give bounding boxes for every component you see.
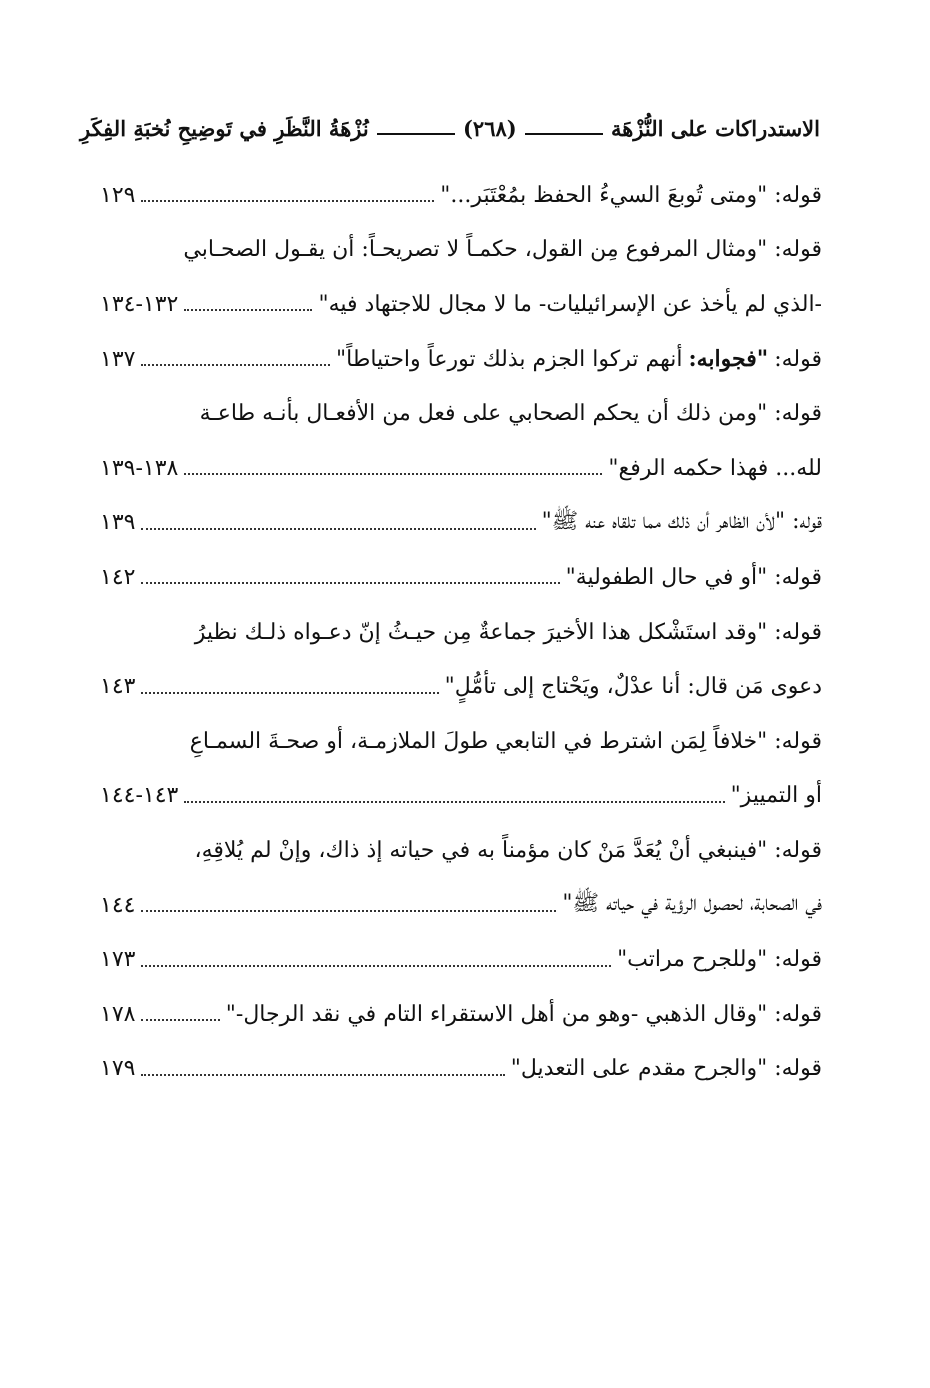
entry-page-number: ١٤٤ xyxy=(100,892,136,918)
entry-page-number: ١٤٣ xyxy=(100,674,136,700)
entry-text: قوله: "لأن الظاهر أن ذلك مما تلقاه عنه ﷺ" xyxy=(541,508,822,534)
entry-text: قوله: "أو في حال الطفولية" xyxy=(565,564,822,590)
entry-text: قوله: "وللجرح مراتب" xyxy=(617,947,822,973)
dot-leader xyxy=(141,528,535,530)
index-entry-line xyxy=(100,932,822,987)
entry-page-number: ١٢٩ xyxy=(100,182,136,208)
index-entry-line xyxy=(100,1042,822,1097)
entry-page-number: ١٧٩ xyxy=(100,1056,136,1082)
index-entry-line xyxy=(100,659,822,714)
dot-leader xyxy=(141,582,559,584)
header-page-number: (٢٦٨) xyxy=(462,115,517,141)
entry-text: قوله: "فينبغي أنْ يُعَدَّ مَنْ كان مؤمناً به في حياته إذ ذاك، وإنْ لم يُلاقِهِ، xyxy=(194,837,822,863)
entry-text: قوله: "ومن ذلك أن يحكم الصحابي على فعل من الأفعـال بأنـه طاعـة xyxy=(199,401,822,427)
index-entry-line xyxy=(100,332,822,387)
index-entry-line xyxy=(100,714,822,769)
entry-label: قوله: xyxy=(774,346,822,372)
dot-leader xyxy=(141,965,611,967)
dot-leader xyxy=(184,473,602,475)
header-rule-left xyxy=(377,133,455,135)
index-entry-line xyxy=(100,386,822,441)
index-entry-line xyxy=(100,223,822,278)
entry-text: أو التمييز" xyxy=(730,783,822,809)
entry-text: قوله: "والجرح مقدم على التعديل" xyxy=(510,1056,822,1082)
entry-page-number: ١٤٢ xyxy=(100,564,136,590)
index-entry-line xyxy=(100,168,822,223)
index-entry-line xyxy=(100,277,822,332)
entry-page-number: ١٣٧ xyxy=(100,346,136,372)
header-rule-right xyxy=(525,133,603,135)
index-entry-line xyxy=(100,987,822,1042)
entry-page-number: ١٧٨ xyxy=(100,1001,136,1027)
entry-text: قوله: "ومثال المرفوع مِن القول، حكمـاً لا تصريحـاً: أن يقـول الصحـابي xyxy=(183,237,822,263)
dot-leader xyxy=(141,200,434,202)
header-left-title: نُزْهَةُ النَّظَرِ في تَوضِيحِ نُخبَةِ الفِكَرِ xyxy=(80,115,369,141)
index-entry-line xyxy=(100,878,822,933)
index-entry-line xyxy=(100,496,822,551)
entry-page-number: ١٤٣-١٤٤ xyxy=(100,783,179,809)
dot-leader xyxy=(141,1074,504,1076)
index-entries xyxy=(100,168,822,1096)
entry-bold-word: "فجوابه: xyxy=(688,346,769,373)
header-right-title: الاستدراكات على النُّزْهَة xyxy=(610,115,820,141)
entry-page-number: ١٧٣ xyxy=(100,947,136,973)
entry-text: لله... فهذا حكمه الرفع" xyxy=(608,455,822,481)
dot-leader xyxy=(141,692,438,694)
entry-page-number: ١٣٢-١٣٤ xyxy=(100,291,179,317)
entry-text: أنهم تركوا الجزم بذلك تورعاً واحتياطاً" xyxy=(336,346,683,372)
index-entry-line xyxy=(100,550,822,605)
index-entry-line xyxy=(100,441,822,496)
dot-leader xyxy=(184,801,724,803)
entry-text: في الصحابة، لحصول الرؤية في حياته ﷺ" xyxy=(562,891,822,917)
dot-leader xyxy=(184,309,312,311)
entry-text: دعوى مَن قال: أنا عدْلٌ، ويَحْتاج إلى تأمُّلٍ" xyxy=(444,674,822,700)
entry-page-number: ١٣٨-١٣٩ xyxy=(100,455,179,481)
dot-leader xyxy=(141,910,556,912)
dot-leader xyxy=(141,1019,219,1021)
entry-text: قوله: "خلافاً لِمَن اشترط في التابعي طولَ الملازمـة، أو صحـةَ السمـاعِ xyxy=(189,728,822,754)
index-entry-line xyxy=(100,823,822,878)
index-entry-line xyxy=(100,605,822,660)
entry-text: -الذي لم يأخذ عن الإسرائيليات- ما لا مجال للاجتهاد فيه" xyxy=(318,291,822,317)
entry-text: قوله: "ومتى تُوبعَ السيءُ الحفظ بمُعْتَبَر..." xyxy=(440,182,822,208)
page-header xyxy=(80,108,820,148)
entry-text: قوله: "وقال الذهبي -وهو من أهل الاستقراء التام في نقد الرجال-" xyxy=(225,1001,822,1027)
dot-leader xyxy=(141,364,330,366)
index-entry-line xyxy=(100,769,822,824)
entry-page-number: ١٣٩ xyxy=(100,510,136,536)
entry-text: قوله: "وقد استَشْكل هذا الأخيرَ جماعةٌ مِن حيـثُ إنّ دعـواه ذلـك نظيرُ xyxy=(194,619,822,645)
